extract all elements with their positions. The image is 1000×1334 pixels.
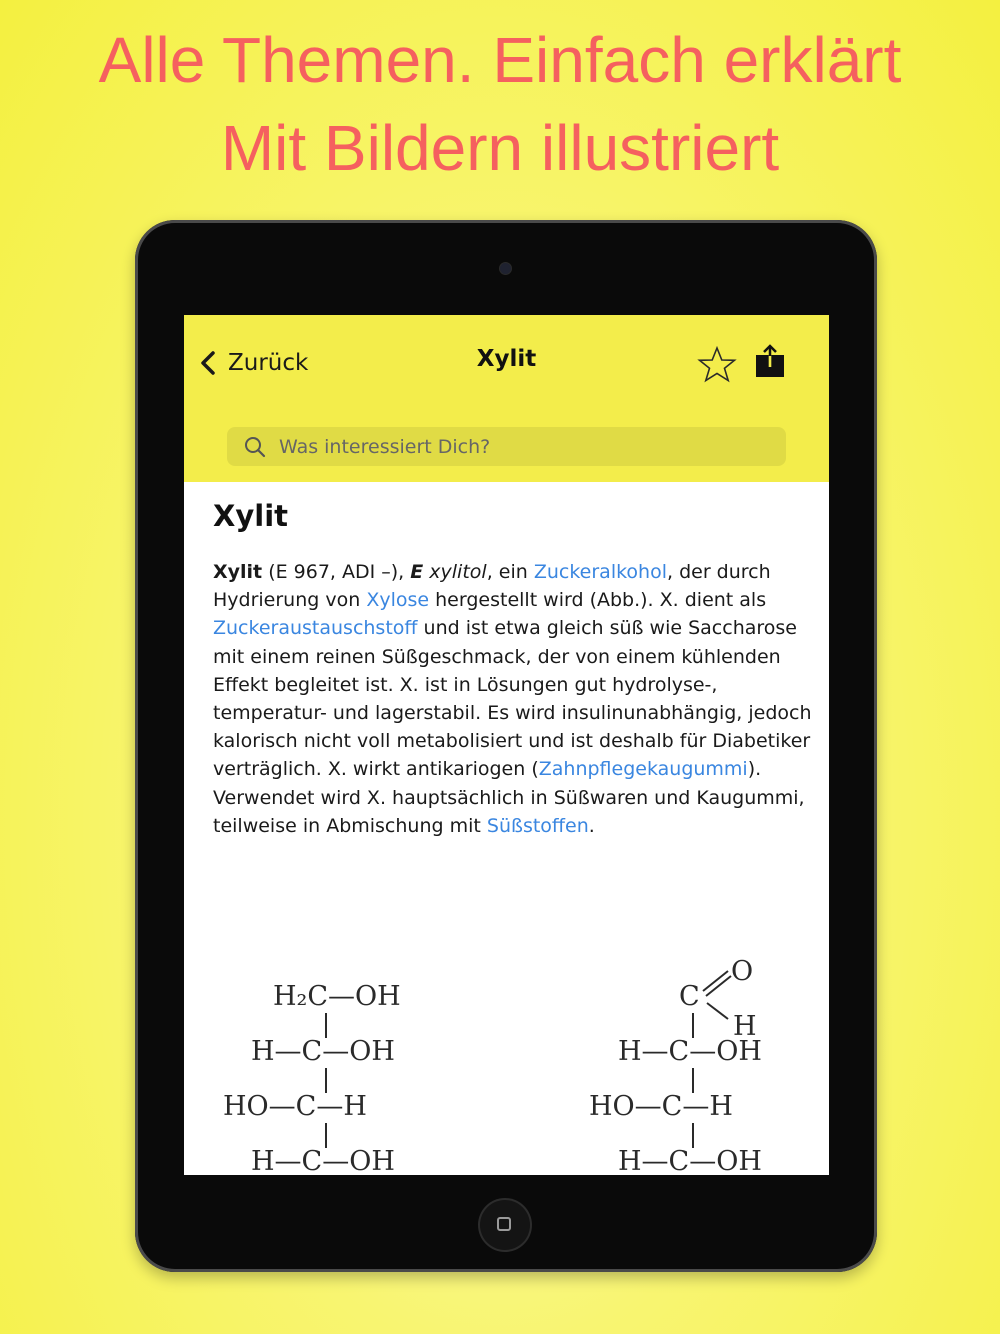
article-text: und ist etwa gleich süß wie Saccharose mit einem reinen Süßgeschmack, der von einem kühlenden Effekt begleitet ist. X. ist in Lösungen gut hydrolyse-, temperatur- und lagerstabil. Es wird insulinunabhängig, jedoch kalorisch nicht voll metabolisiert und ist deshalb für Diabetiker verträglich. X. wirkt antikariogen ( (213, 617, 812, 781)
front-camera (500, 263, 511, 274)
headline-line-2: Mit Bildern illustriert (220, 112, 780, 184)
search-icon (243, 435, 267, 459)
home-square-icon (497, 1217, 511, 1231)
back-label: Zurück (228, 350, 309, 376)
article-body (213, 558, 813, 840)
share-icon (752, 343, 788, 381)
favorite-button[interactable] (696, 345, 738, 383)
formula-left-row-2: H—C—OH (251, 1036, 395, 1067)
link-zahnpflegekaugummi[interactable]: Zahnpflegekaugummi (538, 758, 748, 781)
formula-right-row-4: H—C—OH (618, 1146, 762, 1175)
navigation-bar (184, 315, 829, 482)
latin-name: xylitol (423, 561, 487, 583)
search-bar[interactable] (227, 427, 786, 466)
formula-right-row-3: HO—C—H (589, 1091, 733, 1122)
app-screen (184, 315, 829, 1175)
article-text: , der durch Hydrierung von (213, 561, 771, 612)
link-zuckeralkohol[interactable]: Zuckeralkohol (533, 561, 667, 583)
tablet-frame (135, 220, 877, 1272)
link-suessstoffe[interactable]: Süßstoffen (486, 814, 589, 837)
formula-right-oxygen: O (731, 956, 754, 987)
formula-right-h-top: H (733, 1011, 757, 1042)
structural-formula-figure (213, 945, 813, 1175)
formula-left-row-4: H—C—OH (251, 1146, 395, 1175)
formula-svg (213, 945, 813, 1175)
article-text: (E 967, ADI –), (262, 561, 411, 583)
headline-line-1: Alle Themen. Einfach erklärt (98, 24, 902, 96)
page-title: Xylit (476, 346, 537, 372)
article-term: Xylit (213, 561, 263, 583)
link-xylose[interactable]: Xylose (366, 589, 430, 612)
home-button[interactable] (480, 1200, 530, 1250)
article-text: ). Verwendet wird X. hauptsächlich in Süßwaren und Kaugummi, teilweise in Abmischung mit (213, 758, 805, 837)
formula-right-carbon: C (679, 981, 700, 1012)
bond-line (707, 1003, 728, 1019)
article-text: . (588, 814, 595, 837)
article-title: Xylit (213, 499, 289, 533)
article-text: , ein (486, 561, 534, 583)
share-button[interactable] (752, 343, 788, 381)
article (213, 482, 813, 840)
search-input[interactable] (279, 436, 759, 458)
article-text: hergestellt wird (Abb.). X. dient als (429, 589, 767, 612)
latin-prefix: E (410, 561, 424, 583)
formula-left-row-3: HO—C—H (223, 1091, 367, 1122)
formula-right-row-2: H—C—OH (618, 1036, 762, 1067)
star-outline-icon (696, 345, 738, 383)
link-zuckeraustauschstoff[interactable]: Zuckeraustauschstoff (213, 617, 418, 640)
formula-left-row-1: H₂C—OH (273, 981, 401, 1012)
